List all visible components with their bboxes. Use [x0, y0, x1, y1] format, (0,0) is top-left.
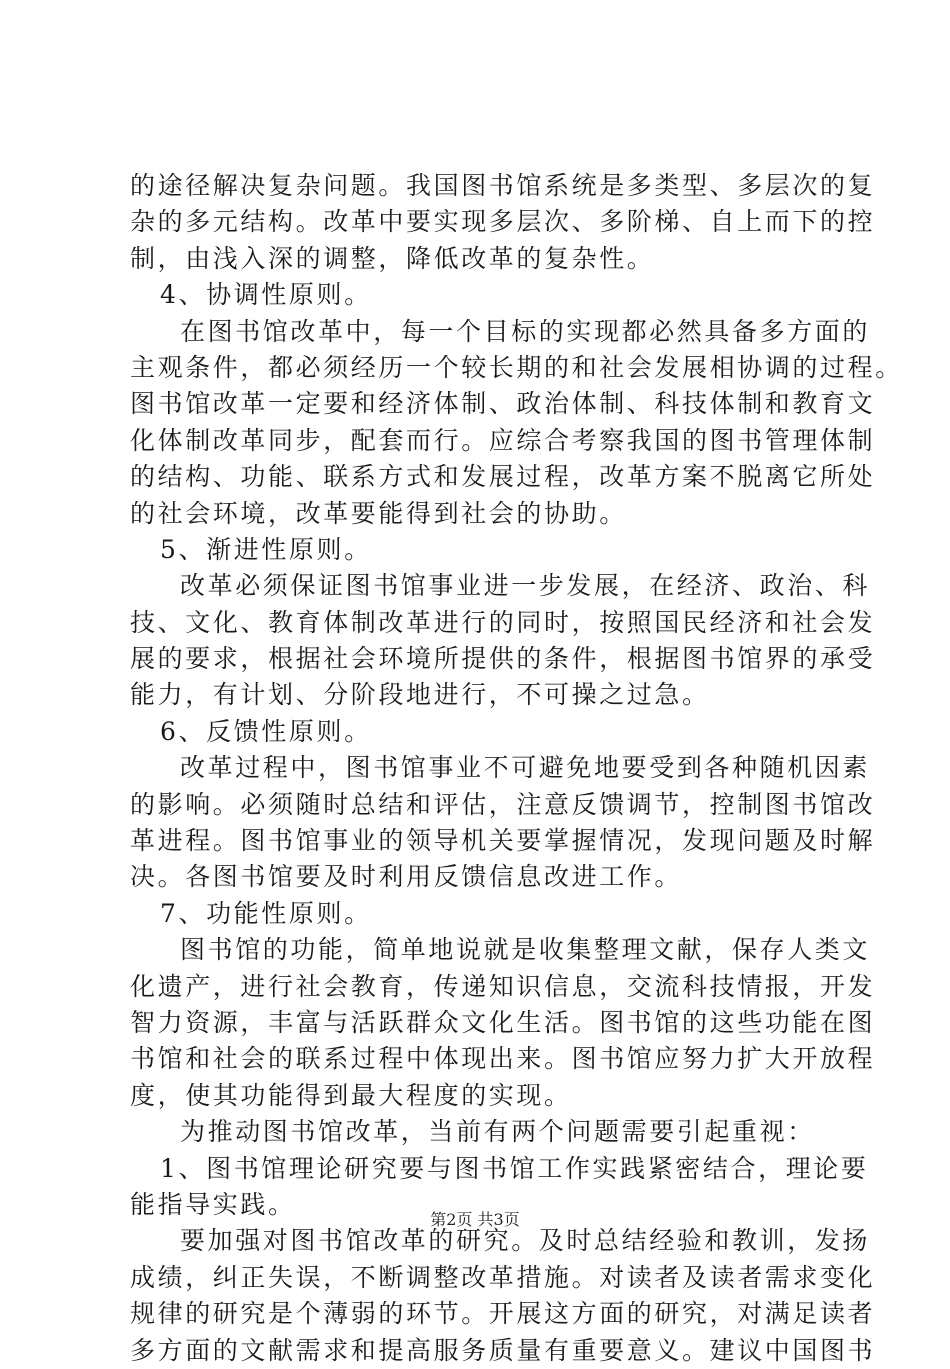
text-line: 图书馆改革一定要和经济体制、政治体制、科技体制和教育文 — [130, 389, 876, 419]
text-line: 能指导实践。 — [130, 1189, 296, 1219]
text-line: 能力，有计划、分阶段地进行，不可操之过急。 — [130, 680, 710, 710]
page-number-footer: 第2页 共3页 — [430, 1210, 520, 1229]
text-line: 成绩，纠正失误，不断调整改革措施。对读者及读者需求变化 — [130, 1262, 876, 1292]
document-body — [130, 168, 903, 1369]
text-line: 书馆和社会的联系过程中体现出来。图书馆应努力扩大开放程 — [130, 1044, 876, 1074]
text-line: 制，由浅入深的调整，降低改革的复杂性。 — [130, 243, 655, 273]
text-line: 的社会环境，改革要能得到社会的协助。 — [130, 498, 627, 528]
text-line: 革进程。图书馆事业的领导机关要掌握情况，发现问题及时解 — [130, 826, 876, 856]
text-line: 多方面的文献需求和提高服务质量有重要意义。建议中国图书 — [130, 1335, 876, 1365]
text-line: 改革过程中，图书馆事业不可避免地要受到各种随机因素 — [180, 753, 871, 783]
section-heading: 5、渐进性原则。 — [160, 534, 372, 564]
text-line: 主观条件，都必须经历一个较长期的和社会发展相协调的过程。 — [130, 352, 903, 382]
section-heading: 4、协调性原则。 — [160, 280, 372, 310]
text-line: 度，使其功能得到最大程度的实现。 — [130, 1080, 572, 1110]
text-line: 图书馆的功能，简单地说就是收集整理文献，保存人类文 — [180, 935, 871, 965]
text-line: 决。各图书馆要及时利用反馈信息改进工作。 — [130, 862, 683, 892]
text-line: 改革必须保证图书馆事业进一步发展，在经济、政治、科 — [180, 571, 871, 601]
text-line: 化体制改革同步，配套而行。应综合考察我国的图书管理体制 — [130, 425, 876, 455]
text-line: 的结构、功能、联系方式和发展过程，改革方案不脱离它所处 — [130, 462, 876, 492]
text-line: 要加强对图书馆改革的研究。及时总结经验和教训，发扬 — [180, 1226, 871, 1256]
text-line: 化遗产，进行社会教育，传递知识信息，交流科技情报，开发 — [130, 971, 876, 1001]
text-line: 为推动图书馆改革，当前有两个问题需要引起重视： — [180, 1117, 815, 1147]
section-heading: 6、反馈性原则。 — [160, 716, 372, 746]
text-line: 1、图书馆理论研究要与图书馆工作实践紧密结合，理论要 — [160, 1153, 869, 1183]
text-line: 展的要求，根据社会环境所提供的条件，根据图书馆界的承受 — [130, 644, 876, 674]
text-line: 规律的研究是个薄弱的环节。开展这方面的研究，对满足读者 — [130, 1299, 876, 1329]
text-line: 杂的多元结构。改革中要实现多层次、多阶梯、自上而下的控 — [130, 207, 876, 237]
text-line: 的途径解决复杂问题。我国图书馆系统是多类型、多层次的复 — [130, 171, 876, 200]
text-line: 技、文化、教育体制改革进行的同时，按照国民经济和社会发 — [130, 607, 876, 637]
section-heading: 7、功能性原则。 — [160, 898, 372, 928]
text-line: 的影响。必须随时总结和评估，注意反馈调节，控制图书馆改 — [130, 789, 876, 819]
text-line: 智力资源，丰富与活跃群众文化生活。图书馆的这些功能在图 — [130, 1007, 876, 1037]
text-line: 在图书馆改革中，每一个目标的实现都必然具备多方面的 — [180, 316, 871, 346]
